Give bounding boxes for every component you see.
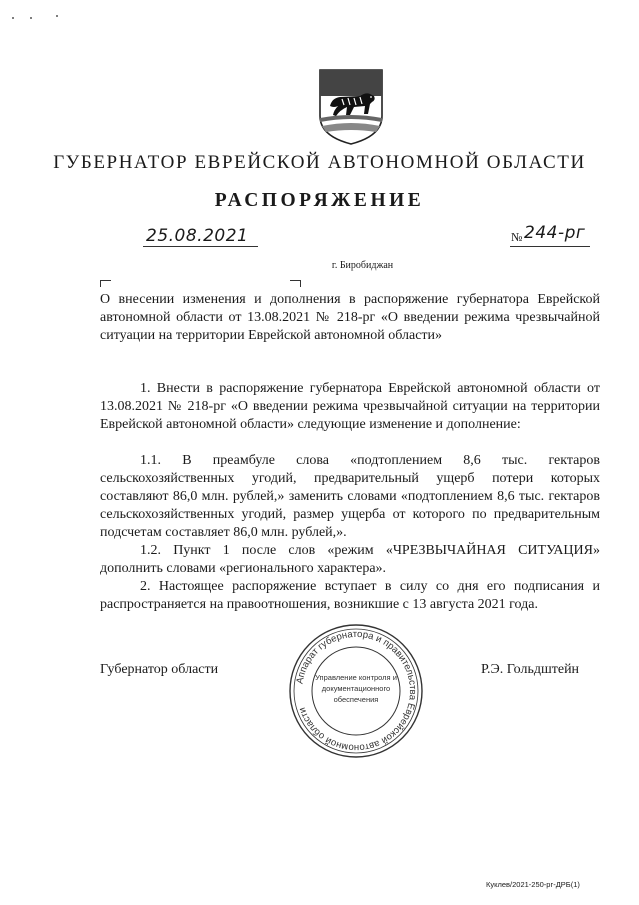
signer-role: Губернатор области xyxy=(100,662,219,677)
number-underline xyxy=(510,246,590,247)
scan-speck xyxy=(12,17,14,19)
scan-speck xyxy=(30,17,32,19)
official-seal xyxy=(287,622,425,760)
seal-ring-text: Аппарат губернатора и правительства Еврейской автономной области xyxy=(294,628,419,754)
title-corner-right xyxy=(290,280,301,287)
coat-of-arms-icon xyxy=(316,66,386,146)
document-type: РАСПОРЯЖЕНИЕ xyxy=(214,190,425,211)
body-paragraph-1-2: 1.2. Пункт 1 после слов «режим «ЧРЕЗВЫЧАЙНАЯ СИТУАЦИЯ» дополнить словами «регионального характера». xyxy=(100,543,600,576)
document-number: 244-рг xyxy=(524,223,586,243)
date-underline xyxy=(143,246,258,247)
signer-name: Р.Э. Гольдштейн xyxy=(481,662,580,677)
footer-reference: Куклев/2021-250-рг-ДРБ(1) xyxy=(486,880,580,889)
body-paragraph-1: 1. Внести в распоряжение губернатора Еврейской автономной области от 13.08.2021 № 218-рг «О введении режима чрезвычайной ситуации на территории Еврейской автономной области» следующие изменение и дополнение: xyxy=(100,381,600,432)
body-paragraph-1-1: 1.1. В преамбуле слова «подтоплением 8,6 тыс. гектаров сельскохозяйственных угодий, предварительный ущерб потери которых составляют 86,0 млн. рублей,» заменить словами «подтоплением 8,6 тыс. гектаров сельскохозяйственных угодий, размер ущерба от которого по предварительным подсчетам составляет 86,0 млн. рублей,». xyxy=(100,453,600,540)
scan-speck xyxy=(56,15,58,17)
document-date: 25.08.2021 xyxy=(146,226,249,246)
seal-center-line-3: обеспечения xyxy=(333,695,379,704)
seal-center-line-2: документационного xyxy=(321,684,391,693)
document-title: О внесении изменения и дополнения в распоряжение губернатора Еврейской автономной области от 13.08.2021 № 218-рг «О введении режима чрезвычайной ситуации на территории Еврейской автономной области» xyxy=(100,292,600,343)
body-paragraph-2: 2. Настоящее распоряжение вступает в силу со дня его подписания и распространяется на правоотношения, возникшие с 13 августа 2021 года. xyxy=(100,579,600,612)
seal-center-line-1: Управление контроля и xyxy=(315,673,397,682)
city-label: г. Биробиджан xyxy=(331,260,394,271)
title-corner-left xyxy=(100,280,111,287)
number-sign: № xyxy=(511,230,523,244)
issuing-authority: ГУБЕРНАТОР ЕВРЕЙСКОЙ АВТОНОМНОЙ ОБЛАСТИ xyxy=(53,152,586,173)
